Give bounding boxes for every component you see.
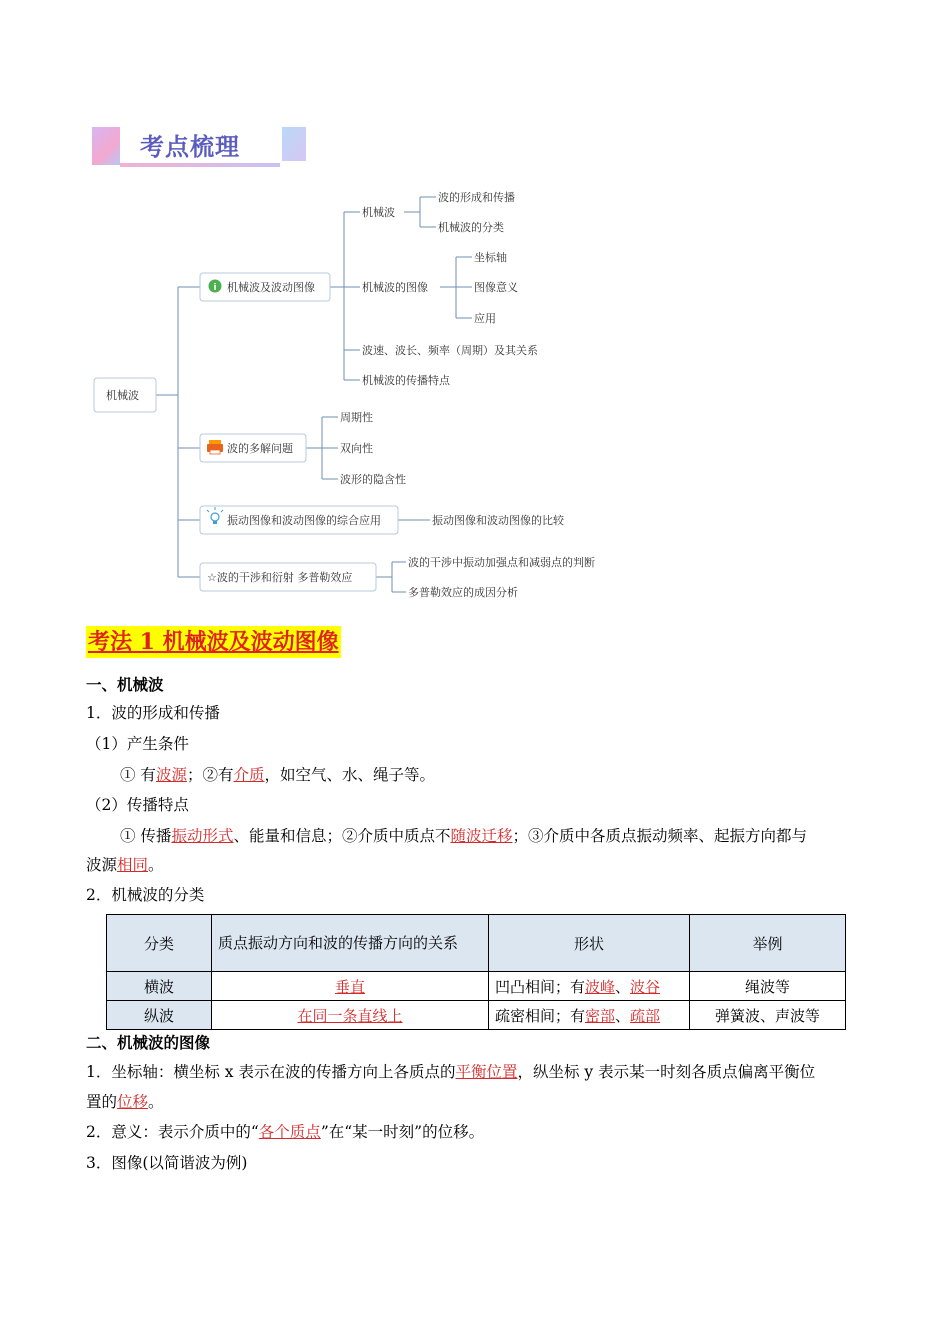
paragraph-line: 波源相同。 [86, 856, 164, 874]
mindmap-node-label: 波速、波长、频率（周期）及其关系 [362, 344, 538, 357]
table-header-cell: 举例 [690, 915, 846, 972]
mindmap-leaf-label: 波的干涉中振动加强点和减弱点的判断 [408, 556, 595, 569]
section-title: 二、机械波的图像 [86, 1033, 211, 1052]
printer-icon [207, 440, 223, 454]
mindmap-leaf-label: 周期性 [340, 411, 373, 424]
banner-underline [120, 163, 280, 167]
main-heading: 考法 1 机械波及波动图像 [86, 626, 341, 658]
mindmap-leaf-label: 多普勒效应的成因分析 [408, 586, 518, 599]
answer-blank: 平衡位置 [455, 1063, 518, 1081]
paragraph-line: ① 有波源；②有介质，如空气、水、绳子等。 [120, 766, 435, 784]
mindmap-leaf-label: 图像意义 [474, 281, 518, 294]
answer-blank: 波谷 [630, 977, 661, 996]
mindmap-branch-2-label: 波的多解问题 [227, 442, 293, 455]
answer-blank: 振动形式 [171, 827, 234, 845]
answer-blank: 密部 [585, 1006, 616, 1025]
mindmap-branch-4-label: ☆波的干涉和衍射 多普勒效应 [207, 571, 353, 584]
paragraph-line: 1．坐标轴：横坐标 x 表示在波的传播方向上各质点的平衡位置，纵坐标 y 表示某一时刻各质点偏离平衡位 [86, 1063, 816, 1081]
answer-blank: 各个质点 [258, 1123, 321, 1141]
answer-blank: 波源 [155, 766, 187, 784]
svg-text:i: i [213, 283, 217, 293]
mindmap-node-label: 机械波的传播特点 [362, 374, 450, 387]
answer-blank: 位移 [117, 1093, 149, 1111]
answer-blank: 垂直 [334, 977, 365, 996]
paragraph-line: 置的位移。 [86, 1093, 164, 1111]
mindmap-leaf-label: 应用 [474, 312, 496, 325]
mindmap-branch-1-label: 机械波及波动图像 [227, 281, 315, 294]
mindmap-leaf-label: 波的形成和传播 [438, 191, 515, 204]
mindmap-leaf-label: 振动图像和波动图像的比较 [432, 514, 564, 527]
mind-map [0, 170, 950, 610]
item-title: 2．机械波的分类 [86, 886, 205, 904]
mindmap-leaf-label: 机械波的分类 [438, 221, 504, 234]
table-cell: 绳波等 [690, 972, 846, 1001]
table-header-row [107, 915, 846, 972]
answer-blank: 随波迁移 [450, 827, 513, 845]
wave-classification-table [106, 914, 846, 1030]
banner-decoration-right [282, 127, 306, 161]
paragraph-line: ① 传播振动形式、能量和信息；②介质中质点不随波迁移；③介质中各质点振动频率、起振方向都与 [120, 827, 807, 845]
banner-title: 考点梳理 [140, 133, 240, 161]
mindmap-branch-3-label: 振动图像和波动图像的综合应用 [227, 514, 381, 527]
paragraph-line: 2．意义：表示介质中的“各个质点”在“某一时刻”的位移。 [86, 1123, 485, 1141]
answer-blank: 介质 [233, 766, 265, 784]
mindmap-node-label: 机械波 [362, 206, 395, 219]
mindmap-leaf-label: 波形的隐含性 [340, 473, 406, 486]
section-title: 一、机械波 [86, 675, 164, 694]
table-row [107, 972, 846, 1001]
answer-blank: 疏部 [630, 1006, 661, 1025]
sub-title: （2）传播特点 [86, 796, 189, 814]
section-banner [92, 125, 308, 167]
table-header-cell: 形状 [489, 915, 690, 972]
mindmap-leaf-label: 双向性 [340, 442, 373, 455]
answer-blank: 相同 [117, 856, 149, 874]
item-title: 3．图像(以简谐波为例) [86, 1154, 248, 1172]
mindmap-root-label: 机械波 [106, 389, 139, 402]
sub-title: （1）产生条件 [86, 735, 189, 753]
mindmap-leaf-label: 坐标轴 [474, 251, 507, 264]
table-cell [212, 1001, 489, 1030]
table-cell: 疏密相间；有密部、疏部 [489, 1001, 690, 1030]
table-cell: 弹簧波、声波等 [690, 1001, 846, 1030]
table-cell [212, 972, 489, 1001]
table-cell: 纵波 [107, 1001, 212, 1030]
answer-blank: 在同一条直线上 [297, 1006, 403, 1025]
answer-blank: 波峰 [585, 977, 616, 996]
table-cell: 凹凸相间；有波峰、波谷 [489, 972, 690, 1001]
table-header-cell: 质点振动方向和波的传播方向的关系 [212, 915, 489, 972]
table-cell: 横波 [107, 972, 212, 1001]
mindmap-node-label: 机械波的图像 [362, 281, 428, 294]
table-header-cell: 分类 [107, 915, 212, 972]
table-row [107, 1001, 846, 1030]
banner-decoration-left [92, 127, 120, 165]
item-title: 1．波的形成和传播 [86, 704, 220, 722]
